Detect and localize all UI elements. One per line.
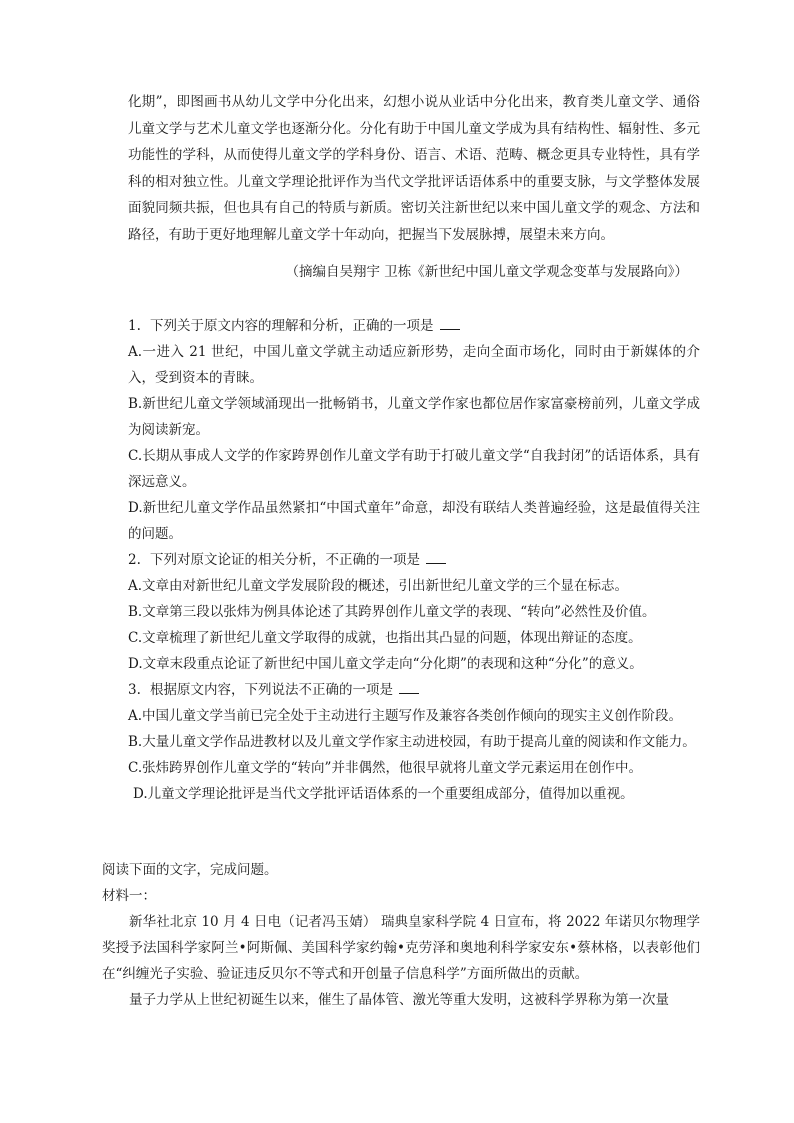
question-2 <box>128 547 700 677</box>
option-a: A.中国儿童文学当前已完全处于主动进行主题写作及兼容各类创作倾向的现实主义创作阶段。 <box>128 708 683 724</box>
option-c: C.长期从事成人文学的作家跨界创作儿童文学有助于打破儿童文学“自我封闭”的话语体系，具有深远意义。 <box>128 448 700 490</box>
question-text: 下列对原文论证的相关分析，不正确的一项是 <box>150 552 420 568</box>
option-a: A.一进入 21 世纪，中国儿童文学就主动适应新形势，走向全面市场化，同时由于新媒体的介入，受到资本的青睐。 <box>128 344 700 386</box>
question-number: 2. <box>128 552 141 568</box>
option-d: D.儿童文学理论批评是当代文学批评话语体系的一个重要组成部分，值得加以重视。 <box>133 786 634 802</box>
question-number: 3. <box>128 682 141 698</box>
passage-source: （摘编自吴翔宇 卫栋《新世纪中国儿童文学观念变革与发展路向》） <box>285 264 688 280</box>
answer-blank[interactable] <box>440 315 460 330</box>
question-number: 1. <box>128 318 141 334</box>
reading-instruction: 阅读下面的文字，完成问题。 <box>102 862 278 878</box>
question-stem <box>128 313 700 339</box>
question-text: 下列关于原文内容的理解和分析，正确的一项是 <box>150 318 434 334</box>
question-text: 根据原文内容，下列说法不正确的一项是 <box>150 682 393 698</box>
option-c: C.文章梳理了新世纪儿童文学取得的成就，也指出其凸显的问题，体现出辩证的态度。 <box>128 630 642 646</box>
option-b: B.大量儿童文学作品进教材以及儿童文学作家主动进校园，有助于提高儿童的阅读和作文能力。 <box>128 734 696 750</box>
option-b: B.文章第三段以张炜为例具体论述了其跨界创作儿童文学的表现、“转向”必然性及价值。 <box>128 604 656 620</box>
material-paragraph: 新华社北京 10 月 4 日电（记者冯玉婧） 瑞典皇家科学院 4 日宣布，将 2022 年诺贝尔物理学奖授予法国科学家阿兰•阿斯佩、美国科学家约翰•克劳泽和奥地利科学家安东•蔡林格，以表彰他们在“纠缠光子实验、验证违反贝尔不等式和开创量子信息科学”方面所做出的贡献。 <box>102 914 700 982</box>
question-3 <box>128 677 700 807</box>
question-1 <box>128 313 700 547</box>
option-d: D.新世纪儿童文学作品虽然紧扣“中国式童年”命意，却没有联结人类普遍经验，这是最值得关注的问题。 <box>128 500 700 542</box>
option-c: C.张炜跨界创作儿童文学的“转向”并非偶然，他很早就将儿童文学元素运用在创作中。 <box>128 760 642 776</box>
option-d: D.文章末段重点论证了新世纪中国儿童文学走向“分化期”的表现和这种“分化”的意义。 <box>128 656 643 672</box>
option-b: B.新世纪儿童文学领域涌现出一批畅销书，儿童文学作家也都位居作家富豪榜前列，儿童文学成为阅读新宠。 <box>128 396 700 438</box>
answer-blank[interactable] <box>426 549 446 564</box>
option-a: A.文章由对新世纪儿童文学发展阶段的概述，引出新世纪儿童文学的三个显在标志。 <box>128 578 629 594</box>
question-stem <box>128 547 700 573</box>
questions-section <box>128 313 700 807</box>
passage-paragraph: 化期”，即图画书从幼儿文学中分化出来，幻想小说从业话中分化出来，教育类儿童文学、通俗儿童文学与艺术儿童文学也逐渐分化。分化有助于中国儿童文学成为具有结构性、辐射性、多元功能性的学科，从而使得儿童文学的学科身份、语言、术语、范畴、概念更具专业特性，具有学科的相对独立性。儿童文学理论批评作为当代文学批评话语体系中的重要支脉，与文学整体发展面貌同频共振，但也具有自己的特质与新质。密切关注新世纪以来中国儿童文学的观念、方法和路径，有助于更好地理解儿童文学十年动向，把握当下发展脉搏，展望未来方向。 <box>128 94 700 243</box>
material-label: 材料一： <box>102 888 156 904</box>
question-stem <box>128 677 700 703</box>
passage-ending <box>128 89 700 248</box>
material-paragraph: 量子力学从上世纪初诞生以来，催生了晶体管、激光等重大发明，这被科学界称为第一次量 <box>129 992 669 1008</box>
answer-blank[interactable] <box>399 679 419 694</box>
material-section <box>102 857 700 1013</box>
